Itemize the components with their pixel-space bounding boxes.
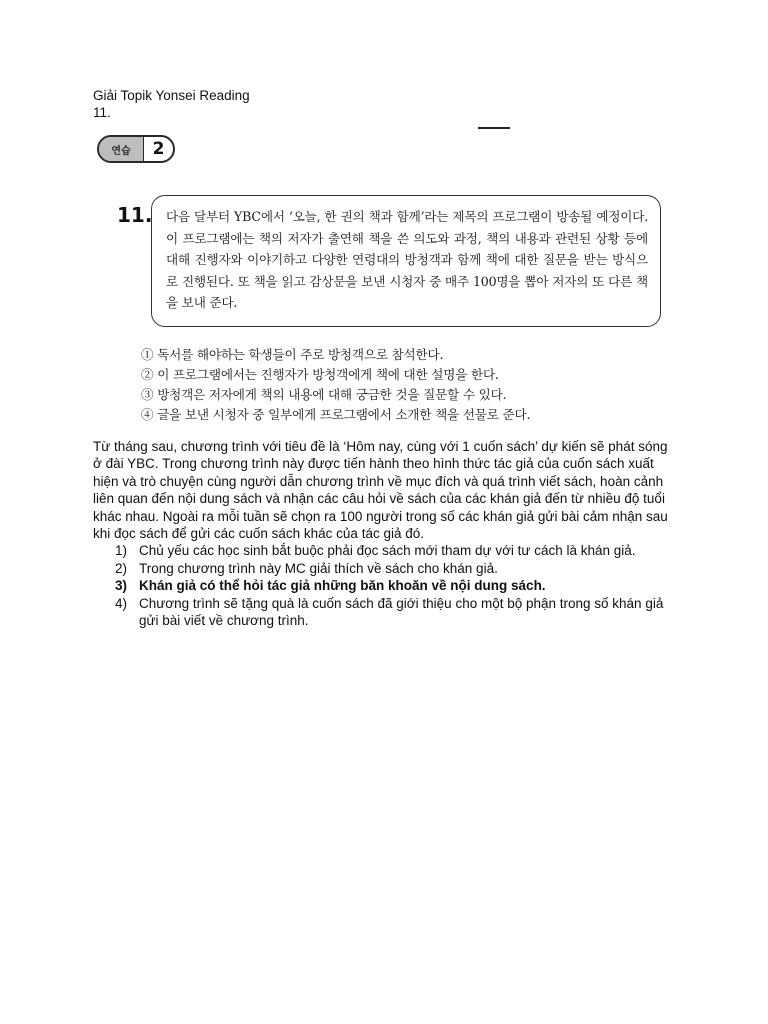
practice-badge [97, 135, 175, 163]
answer-option-text: Chương trình sẽ tặng quà là cuốn sách đã giới thiệu cho một bộ phận trong số khán giả gửi bài viết về chương trình. [139, 595, 664, 629]
answer-option-2 [93, 560, 675, 577]
question-number: 11. [93, 105, 111, 120]
korean-choice-1: ① 독서를 해야하는 학생들이 주로 방청객으로 참석한다. [141, 347, 444, 362]
scan-question-label: 11. [117, 203, 153, 227]
korean-choice-list [141, 345, 661, 425]
document-page [93, 87, 683, 629]
korean-choice-4: ④ 글을 보낸 시청자 중 일부에게 프로그램에서 소개한 책을 선물로 준다. [141, 407, 531, 422]
answer-list [93, 542, 675, 629]
korean-passage-box [151, 195, 661, 327]
korean-passage-text: 다음 달부터 YBC에서 ‘오늘, 한 권의 책과 함께’라는 제목의 프로그램이 방송될 예정이다. 이 프로그램에는 책의 저자가 출연해 책을 쓴 의도와 과정, 책의 내용과 관련된 상황 등에 대해 진행자와 이야기하고 다양한 연령대의 방청객과 함께 책에 대한 질문을 받는 방식으로 진행된다. 또 책을 읽고 감상문을 보낸 시청자 중 매주 100명을 뽑아 저자의 또 다른 책을 보내 준다. [166, 209, 648, 310]
answer-option-4 [93, 595, 675, 630]
korean-choice-2: ② 이 프로그램에서는 진행자가 방청객에게 책에 대한 설명을 한다. [141, 367, 499, 382]
scan-artifact-line [478, 127, 510, 129]
vietnamese-translation: Từ tháng sau, chương trình với tiêu đề là ‘Hôm nay, cùng với 1 cuốn sách’ dự kiến sẽ phát sóng ở đài YBC. Trong chương trình này được tiến hành theo hình thức tác giả của cuốn sách xuất hiện và trò chuyện cùng người dẫn chương trình về mục đích và quá trình viết sách, hoàn cảnh liên quan đến nội dung sách và nhận các câu hỏi về sách của các khán giả đến từ nhiều độ tuổi khác nhau. Ngoài ra mỗi tuần sẽ chọn ra 100 người trong số các khán giả gửi bài cảm nhận sau khi đọc sách để gửi các cuốn sách khác của tác giả đó. [93, 439, 668, 542]
scanned-exam-excerpt [93, 123, 663, 422]
answer-option-number: 1) [115, 543, 128, 559]
answer-option-text: Khán giả có thể hỏi tác giả những băn khoăn về nội dung sách. [139, 578, 546, 594]
answer-option-number: 3) [115, 578, 128, 594]
practice-badge-label: 연습 [99, 137, 144, 161]
answer-option-3-correct [93, 577, 675, 594]
korean-choice-3: ③ 방청객은 저자에게 책의 내용에 대해 궁금한 것을 질문할 수 있다. [141, 387, 507, 402]
answer-option-number: 4) [115, 595, 128, 611]
answer-option-1 [93, 542, 675, 559]
practice-badge-number: 2 [152, 139, 165, 159]
answer-option-text: Chủ yếu các học sinh bắt buộc phải đọc sách mới tham dự với tư cách là khán giả. [139, 543, 636, 559]
document-title: Giải Topik Yonsei Reading [93, 88, 250, 103]
answer-option-text: Trong chương trình này MC giải thích về sách cho khán giả. [139, 560, 498, 576]
answer-option-number: 2) [115, 560, 128, 576]
